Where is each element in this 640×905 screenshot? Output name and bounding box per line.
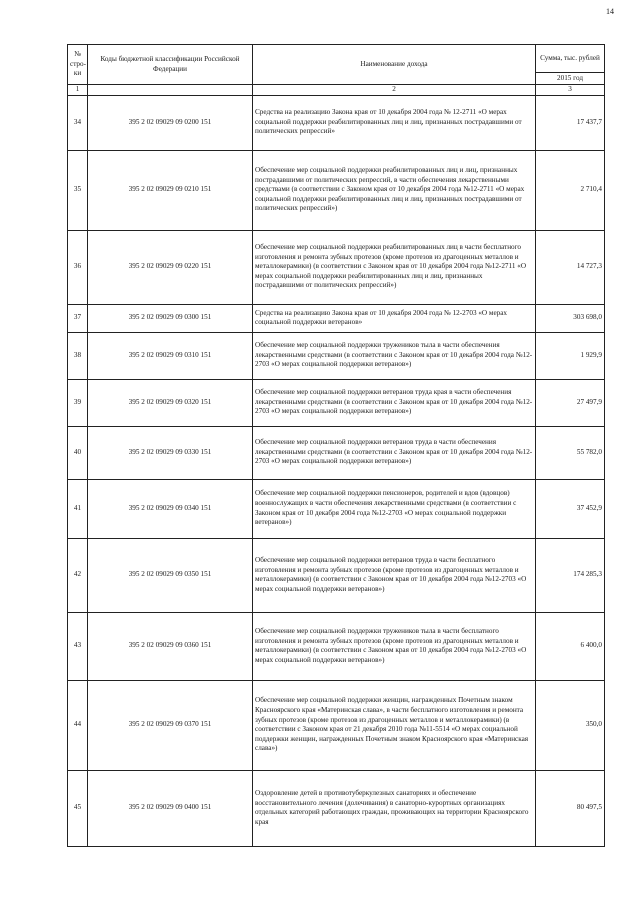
table-row <box>68 230 605 304</box>
revenue-table <box>67 44 605 847</box>
budget-code: 395 2 02 09029 09 0340 151 <box>88 479 253 538</box>
row-number: 34 <box>68 95 88 150</box>
header-row-number: № стро-ки <box>68 45 88 85</box>
income-name: Обеспечение мер социальной поддержки ветеранов труда в части бесплатного изготовления и ремонта зубных протезов (кроме протезов из драгоценных металлов и металлокерамики) (в соответствии с Законом края от 10 декабря 2004 года №12-2703 «О мерах социальной поддержки ветеранов») <box>253 538 536 612</box>
table-row <box>68 680 605 770</box>
income-name: Оздоровление детей в противотуберкулезных санаториях и обеспечение восстановительного лечения (долечивания) в санаторно-курортных организациях отдельных категорий работающих граждан, проживающих на территории Красноярского края <box>253 770 536 846</box>
table-row <box>68 304 605 332</box>
table-row <box>68 379 605 426</box>
income-name: Обеспечение мер социальной поддержки ветеранов труда в части обеспечения лекарственными средствами (в соответствии с Законом края от 10 декабря 2004 года №12-2703 «О мерах социальной поддержки ветеранов») <box>253 426 536 479</box>
table-row <box>68 150 605 230</box>
table-body <box>68 95 605 846</box>
budget-code: 395 2 02 09029 09 0360 151 <box>88 612 253 680</box>
income-sum: 27 497,9 <box>536 379 605 426</box>
column-index-3: 3 <box>536 85 605 96</box>
column-index-2: 2 <box>253 85 536 96</box>
table-row <box>68 770 605 846</box>
budget-code: 395 2 02 09029 09 0350 151 <box>88 538 253 612</box>
budget-code: 395 2 02 09029 09 0400 151 <box>88 770 253 846</box>
row-number: 36 <box>68 230 88 304</box>
table-row <box>68 538 605 612</box>
header-income-name: Наименование дохода <box>253 45 536 85</box>
row-number: 35 <box>68 150 88 230</box>
income-name: Обеспечение мер социальной поддержки ветеранов труда края в части обеспечения лекарственными средствами (в соответствии с Законом края от 10 декабря 2004 года №12-2703 «О мерах социальной поддержки ветеранов») <box>253 379 536 426</box>
budget-code: 395 2 02 09029 09 0200 151 <box>88 95 253 150</box>
income-name: Обеспечение мер социальной поддержки женщин, награжденных Почетным знаком Красноярского края «Материнская слава», в части бесплатного изготовления и ремонта зубных протезов (кроме протезов из драгоценных металлов и металлокерамики) (в соответствии с Законом края от 21 декабря 2010 года №11-5514 «О мерах социальной поддержки женщин, награжденных Почетным знаком Красноярского края «Материнская слава») <box>253 680 536 770</box>
header-sum: Сумма, тыс. рублей <box>536 45 605 73</box>
header-budget-codes: Коды бюджетной классификации Российской Федерации <box>88 45 253 85</box>
budget-code: 395 2 02 09029 09 0370 151 <box>88 680 253 770</box>
income-name: Средства на реализацию Закона края от 10 декабря 2004 года № 12-2703 «О мерах социальной поддержки ветеранов» <box>253 304 536 332</box>
income-name: Обеспечение мер социальной поддержки тружеников тыла в части обеспечения лекарственными средствами (в соответствии с Законом края от 10 декабря 2004 года №12-2703 «О мерах социальной поддержки ветеранов») <box>253 332 536 379</box>
budget-code: 395 2 02 09029 09 0310 151 <box>88 332 253 379</box>
budget-code: 395 2 02 09029 09 0220 151 <box>88 230 253 304</box>
income-sum: 55 782,0 <box>536 426 605 479</box>
header-year: 2015 год <box>536 73 605 85</box>
table-row <box>68 426 605 479</box>
income-sum: 14 727,3 <box>536 230 605 304</box>
row-number: 39 <box>68 379 88 426</box>
row-number: 41 <box>68 479 88 538</box>
table-row <box>68 332 605 379</box>
income-sum: 1 929,9 <box>536 332 605 379</box>
income-sum: 174 285,3 <box>536 538 605 612</box>
budget-code: 395 2 02 09029 09 0320 151 <box>88 379 253 426</box>
income-name: Обеспечение мер социальной поддержки реабилитированных лиц в части бесплатного изготовления и ремонта зубных протезов (кроме протезов из драгоценных металлов и металлокерамики) (в соответствии с Законом края от 10 декабря 2004 года №12-2711 «О мерах социальной поддержки реабилитированных лиц и лиц, признанных пострадавшими от политических репрессий») <box>253 230 536 304</box>
income-sum: 37 452,9 <box>536 479 605 538</box>
column-index-1b <box>88 85 253 96</box>
row-number: 45 <box>68 770 88 846</box>
income-name: Обеспечение мер социальной поддержки пенсионеров, родителей и вдов (вдовцов) военнослужащих в части обеспечения лекарственными средствами (в соответствии с Законом края от 10 декабря 2004 года №12-2703 «О мерах социальной поддержки ветеранов») <box>253 479 536 538</box>
income-sum: 2 710,4 <box>536 150 605 230</box>
row-number: 44 <box>68 680 88 770</box>
income-sum: 6 400,0 <box>536 612 605 680</box>
income-sum: 303 698,0 <box>536 304 605 332</box>
table-row <box>68 95 605 150</box>
budget-code: 395 2 02 09029 09 0330 151 <box>88 426 253 479</box>
column-index-1: 1 <box>68 85 88 96</box>
income-name: Средства на реализацию Закона края от 10 декабря 2004 года № 12-2711 «О мерах социальной поддержки реабилитированных лиц и лиц, признанных пострадавшими от политических репрессий» <box>253 95 536 150</box>
budget-code: 395 2 02 09029 09 0210 151 <box>88 150 253 230</box>
budget-code: 395 2 02 09029 09 0300 151 <box>88 304 253 332</box>
row-number: 43 <box>68 612 88 680</box>
income-name: Обеспечение мер социальной поддержки тружеников тыла в части бесплатного изготовления и ремонта зубных протезов (кроме протезов из драгоценных металлов и металлокерамики) (в соответствии с Законом края от 10 декабря 2004 года №12-2703 «О мерах социальной поддержки ветеранов») <box>253 612 536 680</box>
row-number: 42 <box>68 538 88 612</box>
table-row <box>68 479 605 538</box>
row-number: 40 <box>68 426 88 479</box>
row-number: 37 <box>68 304 88 332</box>
row-number: 38 <box>68 332 88 379</box>
page-number: 14 <box>606 7 614 16</box>
table-row <box>68 612 605 680</box>
income-sum: 80 497,5 <box>536 770 605 846</box>
income-sum: 350,0 <box>536 680 605 770</box>
income-sum: 17 437,7 <box>536 95 605 150</box>
income-name: Обеспечение мер социальной поддержки реабилитированных лиц и лиц, признанных пострадавшими от политических репрессий, в части обеспечения лекарственными средствами (в соответствии с Законом края от 10 декабря 2004 года №12-2711 «О мерах социальной поддержки реабилитированных лиц и лиц, признанных пострадавшими от политических репрессий») <box>253 150 536 230</box>
